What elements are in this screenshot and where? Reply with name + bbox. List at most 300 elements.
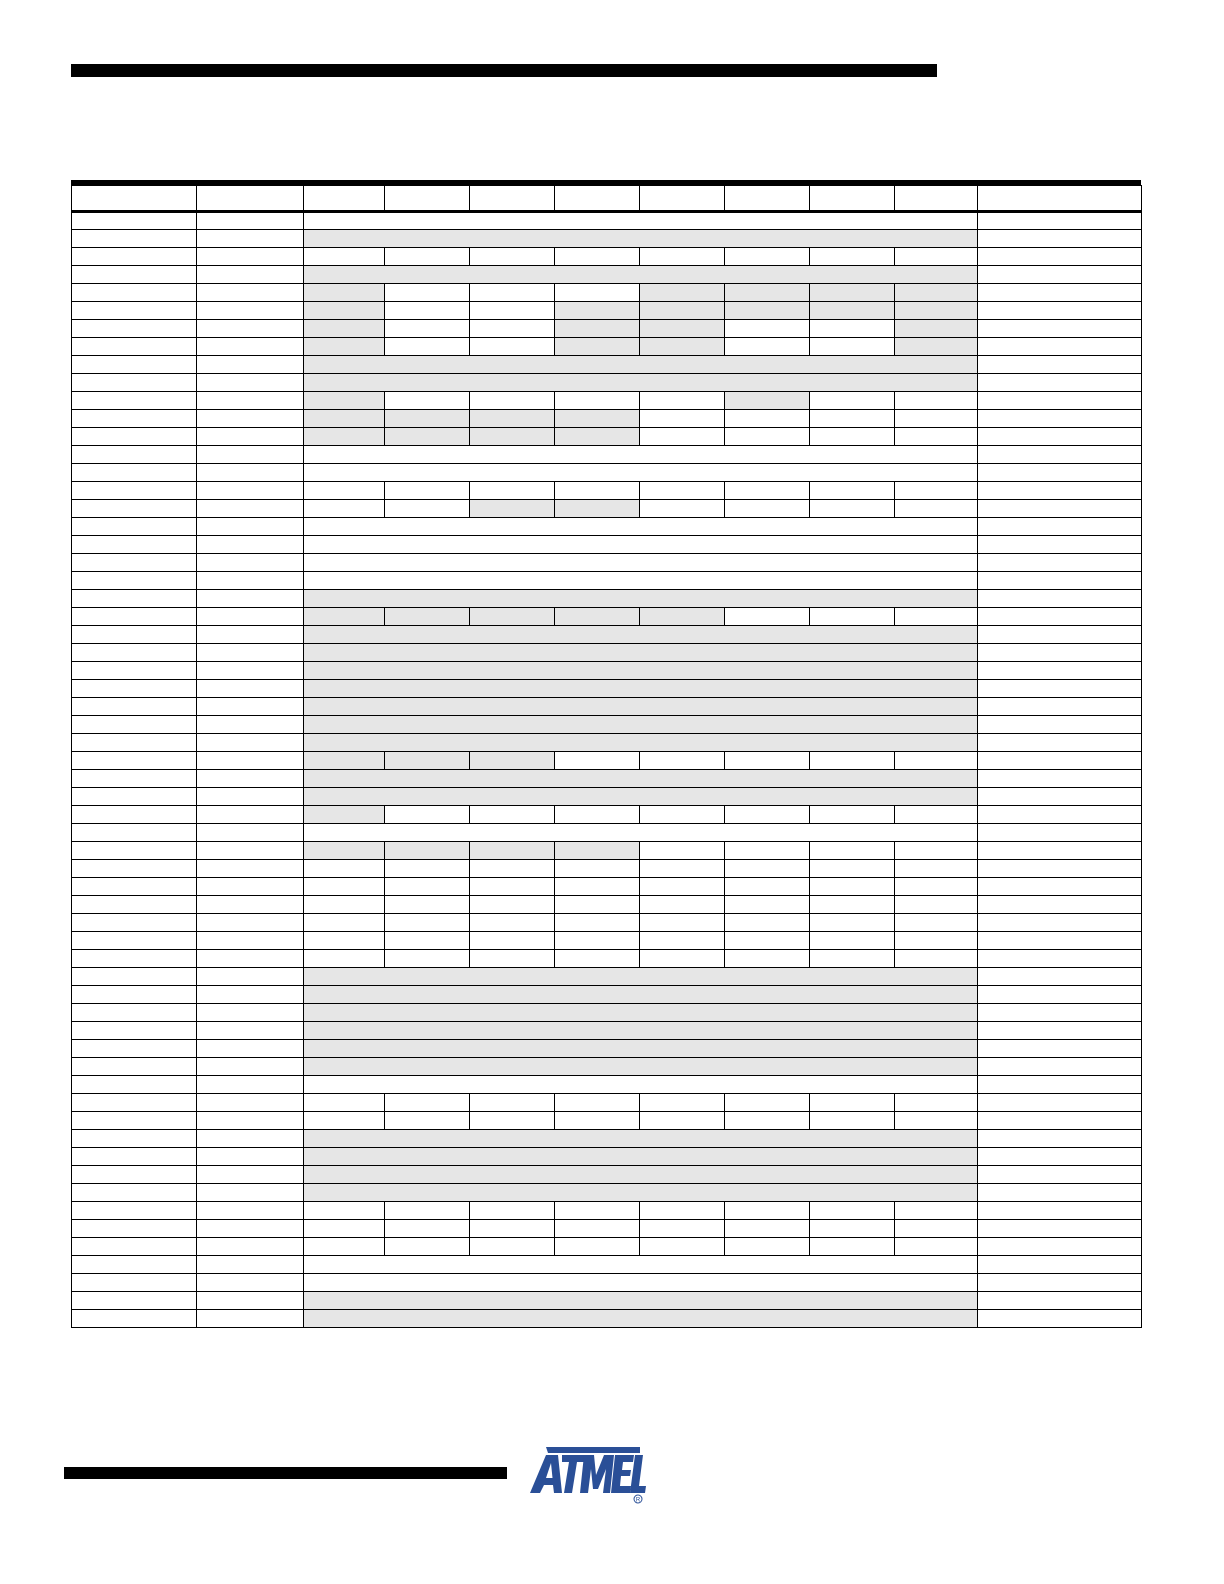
table-row xyxy=(72,482,1142,500)
bit2-cell xyxy=(725,914,810,932)
address-cell xyxy=(72,446,197,464)
bit0-cell xyxy=(895,302,978,320)
bit0-cell xyxy=(895,896,978,914)
table-row xyxy=(72,1274,1142,1292)
table-row xyxy=(72,1238,1142,1256)
bit6-cell xyxy=(385,1238,470,1256)
bit3-cell xyxy=(640,752,725,770)
page-cell xyxy=(978,950,1142,968)
page-cell xyxy=(978,428,1142,446)
register-name-cell xyxy=(197,932,304,950)
reserved-span-cell xyxy=(304,626,978,644)
table-row xyxy=(72,212,1142,230)
bit3-cell xyxy=(640,302,725,320)
register-summary-table xyxy=(71,180,1141,1328)
bit3-cell xyxy=(640,860,725,878)
bit5-cell xyxy=(470,932,555,950)
address-cell xyxy=(72,1166,197,1184)
page-cell xyxy=(978,1004,1142,1022)
register-name-cell xyxy=(197,554,304,572)
table-row xyxy=(72,1256,1142,1274)
reserved-span-cell xyxy=(304,1040,978,1058)
page-cell xyxy=(978,662,1142,680)
address-cell xyxy=(72,806,197,824)
page-cell xyxy=(978,500,1142,518)
register-name-cell xyxy=(197,1094,304,1112)
page-cell xyxy=(978,1148,1142,1166)
page-cell xyxy=(978,770,1142,788)
bit3-cell xyxy=(640,932,725,950)
bit6-cell xyxy=(385,608,470,626)
address-cell xyxy=(72,680,197,698)
bit7-cell xyxy=(304,1112,385,1130)
address-cell xyxy=(72,1310,197,1328)
reserved-span-cell xyxy=(304,1166,978,1184)
address-cell xyxy=(72,770,197,788)
bit3-cell xyxy=(640,248,725,266)
address-cell xyxy=(72,752,197,770)
page-cell xyxy=(978,392,1142,410)
page-cell xyxy=(978,212,1142,230)
table-row xyxy=(72,410,1142,428)
bit1-cell xyxy=(810,320,895,338)
bit0-cell xyxy=(895,248,978,266)
register-name-cell xyxy=(197,572,304,590)
header-bit4 xyxy=(555,186,640,212)
bit0-cell xyxy=(895,860,978,878)
page-cell xyxy=(978,1274,1142,1292)
reserved-span-cell xyxy=(304,1004,978,1022)
bit1-cell xyxy=(810,284,895,302)
page-cell xyxy=(978,1130,1142,1148)
address-cell xyxy=(72,1004,197,1022)
bit0-cell xyxy=(895,320,978,338)
page-cell xyxy=(978,1292,1142,1310)
register-name-cell xyxy=(197,1166,304,1184)
bit3-cell xyxy=(640,410,725,428)
register-name-cell xyxy=(197,500,304,518)
bit6-cell xyxy=(385,1112,470,1130)
bit6-cell xyxy=(385,410,470,428)
bit0-cell xyxy=(895,932,978,950)
table-row xyxy=(72,1202,1142,1220)
address-cell xyxy=(72,302,197,320)
bit6-cell xyxy=(385,248,470,266)
page-cell xyxy=(978,230,1142,248)
page-cell xyxy=(978,266,1142,284)
bit4-cell xyxy=(555,302,640,320)
register-name-cell xyxy=(197,284,304,302)
address-cell xyxy=(72,500,197,518)
table-row xyxy=(72,896,1142,914)
page-cell xyxy=(978,1310,1142,1328)
page-cell xyxy=(978,932,1142,950)
table-row xyxy=(72,464,1142,482)
page-cell xyxy=(978,374,1142,392)
bit4-cell xyxy=(555,284,640,302)
address-cell xyxy=(72,356,197,374)
header-name xyxy=(197,186,304,212)
page-cell xyxy=(978,410,1142,428)
table-row xyxy=(72,1076,1142,1094)
page-cell xyxy=(978,644,1142,662)
bit6-cell xyxy=(385,932,470,950)
register-name-cell xyxy=(197,320,304,338)
bit2-cell xyxy=(725,896,810,914)
register-name-cell xyxy=(197,482,304,500)
register-name-cell xyxy=(197,680,304,698)
bit6-cell xyxy=(385,500,470,518)
reserved-span-cell xyxy=(304,644,978,662)
bit2-cell xyxy=(725,1220,810,1238)
page-cell xyxy=(978,1040,1142,1058)
reserved-span-cell xyxy=(304,1058,978,1076)
register-name-cell xyxy=(197,752,304,770)
bit7-cell xyxy=(304,284,385,302)
page-cell xyxy=(978,626,1142,644)
page-cell xyxy=(978,482,1142,500)
reserved-span-cell xyxy=(304,266,978,284)
page-cell xyxy=(978,860,1142,878)
bit7-cell xyxy=(304,392,385,410)
bit4-cell xyxy=(555,806,640,824)
bit5-cell xyxy=(470,914,555,932)
bit1-cell xyxy=(810,1238,895,1256)
table-row xyxy=(72,1004,1142,1022)
address-cell xyxy=(72,716,197,734)
table-row xyxy=(72,716,1142,734)
bit2-cell xyxy=(725,284,810,302)
reserved-span-cell xyxy=(304,680,978,698)
register-name-cell xyxy=(197,1058,304,1076)
address-cell xyxy=(72,1058,197,1076)
bit3-cell xyxy=(640,806,725,824)
table-row xyxy=(72,1220,1142,1238)
bit5-cell xyxy=(470,500,555,518)
bit0-cell xyxy=(895,752,978,770)
register-name-cell xyxy=(197,518,304,536)
bit0-cell xyxy=(895,1094,978,1112)
bit5-cell xyxy=(470,1238,555,1256)
bit2-cell xyxy=(725,338,810,356)
bit2-cell xyxy=(725,1094,810,1112)
reserved-span-cell xyxy=(304,1292,978,1310)
reserved-span-cell xyxy=(304,374,978,392)
bit1-cell xyxy=(810,248,895,266)
address-cell xyxy=(72,554,197,572)
reserved-span-cell xyxy=(304,1256,978,1274)
table-row xyxy=(72,284,1142,302)
address-cell xyxy=(72,1112,197,1130)
bit3-cell xyxy=(640,482,725,500)
register-name-cell xyxy=(197,842,304,860)
register-name-cell xyxy=(197,410,304,428)
bit6-cell xyxy=(385,752,470,770)
page-cell xyxy=(978,842,1142,860)
bit6-cell xyxy=(385,482,470,500)
bit7-cell xyxy=(304,1094,385,1112)
reserved-span-cell xyxy=(304,446,978,464)
bit0-cell xyxy=(895,842,978,860)
table-row xyxy=(72,770,1142,788)
address-cell xyxy=(72,284,197,302)
table-row xyxy=(72,1040,1142,1058)
bit5-cell xyxy=(470,482,555,500)
page-cell xyxy=(978,1202,1142,1220)
bit1-cell xyxy=(810,950,895,968)
reserved-span-cell xyxy=(304,824,978,842)
table-row xyxy=(72,824,1142,842)
bit5-cell xyxy=(470,842,555,860)
address-cell xyxy=(72,1292,197,1310)
page-cell xyxy=(978,1076,1142,1094)
bit3-cell xyxy=(640,896,725,914)
bit4-cell xyxy=(555,482,640,500)
page-cell xyxy=(978,464,1142,482)
register-name-cell xyxy=(197,1112,304,1130)
reserved-span-cell xyxy=(304,536,978,554)
address-cell xyxy=(72,1184,197,1202)
page-cell xyxy=(978,1094,1142,1112)
bit7-cell xyxy=(304,482,385,500)
bit7-cell xyxy=(304,950,385,968)
bit7-cell xyxy=(304,1238,385,1256)
reserved-span-cell xyxy=(304,230,978,248)
address-cell xyxy=(72,662,197,680)
bit4-cell xyxy=(555,428,640,446)
address-cell xyxy=(72,392,197,410)
bit6-cell xyxy=(385,842,470,860)
reserved-span-cell xyxy=(304,698,978,716)
table-row xyxy=(72,554,1142,572)
table-row xyxy=(72,644,1142,662)
address-cell xyxy=(72,572,197,590)
reserved-span-cell xyxy=(304,518,978,536)
reserved-span-cell xyxy=(304,572,978,590)
register-name-cell xyxy=(197,1040,304,1058)
bit2-cell xyxy=(725,806,810,824)
bit4-cell xyxy=(555,842,640,860)
address-cell xyxy=(72,1238,197,1256)
bit4-cell xyxy=(555,410,640,428)
bit1-cell xyxy=(810,1220,895,1238)
table-row xyxy=(72,590,1142,608)
table-row xyxy=(72,302,1142,320)
table-row xyxy=(72,860,1142,878)
table-row xyxy=(72,1058,1142,1076)
register-name-cell xyxy=(197,716,304,734)
address-cell xyxy=(72,788,197,806)
bit6-cell xyxy=(385,338,470,356)
page-cell xyxy=(978,446,1142,464)
bit0-cell xyxy=(895,284,978,302)
bit7-cell xyxy=(304,806,385,824)
bit7-cell xyxy=(304,608,385,626)
register-name-cell xyxy=(197,1274,304,1292)
page-cell xyxy=(978,716,1142,734)
bit0-cell xyxy=(895,410,978,428)
bit1-cell xyxy=(810,842,895,860)
register-name-cell xyxy=(197,1022,304,1040)
reserved-span-cell xyxy=(304,734,978,752)
address-cell xyxy=(72,590,197,608)
header-bit7 xyxy=(304,186,385,212)
address-cell xyxy=(72,1040,197,1058)
table-row xyxy=(72,500,1142,518)
address-cell xyxy=(72,1094,197,1112)
bit6-cell xyxy=(385,302,470,320)
bit5-cell xyxy=(470,248,555,266)
bit7-cell xyxy=(304,842,385,860)
bit4-cell xyxy=(555,914,640,932)
register-name-cell xyxy=(197,212,304,230)
bit6-cell xyxy=(385,950,470,968)
address-cell xyxy=(72,1202,197,1220)
page-cell xyxy=(978,320,1142,338)
page-cell xyxy=(978,248,1142,266)
reserved-span-cell xyxy=(304,986,978,1004)
reserved-span-cell xyxy=(304,554,978,572)
bit4-cell xyxy=(555,1112,640,1130)
table-row xyxy=(72,788,1142,806)
page-cell xyxy=(978,554,1142,572)
address-cell xyxy=(72,950,197,968)
bit7-cell xyxy=(304,1202,385,1220)
page-cell xyxy=(978,356,1142,374)
page-cell xyxy=(978,896,1142,914)
table-row xyxy=(72,842,1142,860)
bit4-cell xyxy=(555,320,640,338)
header-bit6 xyxy=(385,186,470,212)
table-row xyxy=(72,1022,1142,1040)
table-row xyxy=(72,356,1142,374)
page-cell xyxy=(978,734,1142,752)
register-name-cell xyxy=(197,1202,304,1220)
table-row xyxy=(72,878,1142,896)
address-cell xyxy=(72,266,197,284)
page-cell xyxy=(978,878,1142,896)
bit6-cell xyxy=(385,1202,470,1220)
bit4-cell xyxy=(555,338,640,356)
bit4-cell xyxy=(555,896,640,914)
reserved-span-cell xyxy=(304,1274,978,1292)
page-cell xyxy=(978,752,1142,770)
register-name-cell xyxy=(197,950,304,968)
reserved-span-cell xyxy=(304,1184,978,1202)
register-name-cell xyxy=(197,788,304,806)
bit5-cell xyxy=(470,608,555,626)
bit6-cell xyxy=(385,806,470,824)
page-cell xyxy=(978,1220,1142,1238)
bit7-cell xyxy=(304,248,385,266)
reserved-span-cell xyxy=(304,662,978,680)
header-address xyxy=(72,186,197,212)
address-cell xyxy=(72,320,197,338)
reserved-span-cell xyxy=(304,1076,978,1094)
bit4-cell xyxy=(555,860,640,878)
register-name-cell xyxy=(197,806,304,824)
register-name-cell xyxy=(197,626,304,644)
table-row xyxy=(72,266,1142,284)
register-name-cell xyxy=(197,392,304,410)
address-cell xyxy=(72,644,197,662)
bit4-cell xyxy=(555,1220,640,1238)
table-row xyxy=(72,536,1142,554)
register-name-cell xyxy=(197,1292,304,1310)
bit6-cell xyxy=(385,1094,470,1112)
header-rule xyxy=(71,64,937,77)
footer-rule xyxy=(64,1467,507,1479)
bit5-cell xyxy=(470,302,555,320)
address-cell xyxy=(72,824,197,842)
bit0-cell xyxy=(895,1220,978,1238)
bit3-cell xyxy=(640,1112,725,1130)
reserved-span-cell xyxy=(304,788,978,806)
bit7-cell xyxy=(304,752,385,770)
bit6-cell xyxy=(385,860,470,878)
table-row xyxy=(72,230,1142,248)
header-bit0 xyxy=(895,186,978,212)
bit2-cell xyxy=(725,878,810,896)
bit7-cell xyxy=(304,860,385,878)
reserved-span-cell xyxy=(304,356,978,374)
address-cell xyxy=(72,1148,197,1166)
bit2-cell xyxy=(725,248,810,266)
page-cell xyxy=(978,338,1142,356)
register-name-cell xyxy=(197,230,304,248)
bit2-cell xyxy=(725,500,810,518)
bit1-cell xyxy=(810,392,895,410)
bit1-cell xyxy=(810,1202,895,1220)
bit6-cell xyxy=(385,392,470,410)
table-row xyxy=(72,680,1142,698)
register-name-cell xyxy=(197,608,304,626)
header-bit2 xyxy=(725,186,810,212)
bit2-cell xyxy=(725,482,810,500)
bit1-cell xyxy=(810,608,895,626)
table-row xyxy=(72,1166,1142,1184)
table-row xyxy=(72,1184,1142,1202)
bit5-cell xyxy=(470,1094,555,1112)
bit1-cell xyxy=(810,896,895,914)
bit6-cell xyxy=(385,1220,470,1238)
bit0-cell xyxy=(895,950,978,968)
bit0-cell xyxy=(895,914,978,932)
bit1-cell xyxy=(810,932,895,950)
address-cell xyxy=(72,1130,197,1148)
register-name-cell xyxy=(197,698,304,716)
page-cell xyxy=(978,608,1142,626)
register-name-cell xyxy=(197,878,304,896)
bit3-cell xyxy=(640,1220,725,1238)
bit1-cell xyxy=(810,860,895,878)
reserved-span-cell xyxy=(304,212,978,230)
register-name-cell xyxy=(197,824,304,842)
atmel-logo xyxy=(524,1443,648,1505)
page-cell xyxy=(978,788,1142,806)
bit4-cell xyxy=(555,1238,640,1256)
bit7-cell xyxy=(304,302,385,320)
bit1-cell xyxy=(810,482,895,500)
register-name-cell xyxy=(197,338,304,356)
bit6-cell xyxy=(385,896,470,914)
table-row xyxy=(72,932,1142,950)
bit5-cell xyxy=(470,1202,555,1220)
bit2-cell xyxy=(725,842,810,860)
bit3-cell xyxy=(640,1202,725,1220)
table-row xyxy=(72,914,1142,932)
bit1-cell xyxy=(810,878,895,896)
